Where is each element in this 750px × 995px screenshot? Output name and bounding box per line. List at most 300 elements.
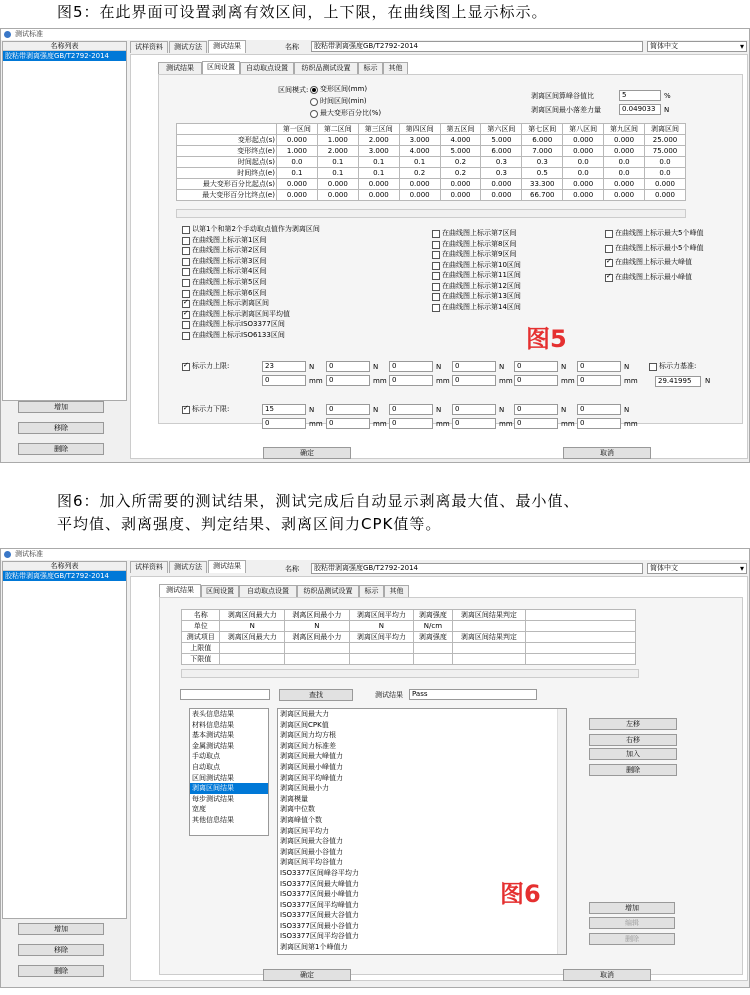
marker-checkbox[interactable]: 在曲线图上标示第5区间: [182, 278, 266, 287]
table-header-cell: 第七区间: [522, 124, 563, 135]
subtab-other[interactable]: 其他: [383, 62, 408, 74]
table-row: [177, 135, 686, 146]
radio-time[interactable]: 时间区间(min): [310, 97, 367, 106]
table-cell[interactable]: 剥离区间最大力: [220, 610, 285, 621]
category-item[interactable]: 基本测试结果: [192, 731, 234, 740]
marker-checkbox[interactable]: 在曲线图上标示第11区间: [432, 271, 521, 280]
result-item[interactable]: 剥离区间力均方根: [280, 731, 336, 740]
unit-label: mm: [309, 420, 323, 428]
peak-ratio-input[interactable]: 5: [619, 90, 661, 101]
table-cell[interactable]: [526, 654, 636, 665]
table-cell[interactable]: 0.3: [481, 168, 522, 179]
subtab-auto-point[interactable]: 自动取点设置: [240, 62, 294, 74]
table-header-cell: 第六区间: [481, 124, 522, 135]
category-item[interactable]: 材料信息结果: [192, 720, 234, 729]
search-input[interactable]: [180, 689, 270, 700]
category-item[interactable]: 表头信息结果: [192, 710, 234, 718]
table-cell[interactable]: 剥离区间最小力: [285, 610, 350, 621]
table-cell[interactable]: 0.000: [563, 190, 604, 201]
unit-label: mm: [499, 420, 513, 428]
unit-label: N: [309, 406, 315, 414]
table-cell[interactable]: [452, 654, 525, 665]
mode-label: 区间模式:: [278, 86, 309, 94]
table-cell[interactable]: 0.0: [563, 168, 604, 179]
result-item[interactable]: 剥离模量: [280, 794, 308, 803]
table-cell[interactable]: [349, 654, 414, 665]
table-cell[interactable]: 0.000: [481, 190, 522, 201]
table-row: [177, 190, 686, 201]
category-item[interactable]: 区间测试结果: [192, 773, 234, 782]
table-header-cell: 第二区间: [317, 124, 358, 135]
table-cell[interactable]: N: [285, 621, 350, 632]
table-cell[interactable]: 0.000: [563, 146, 604, 157]
table-cell[interactable]: [526, 632, 636, 643]
min-diff-input[interactable]: 0.049033: [619, 104, 661, 115]
radio-max-percent[interactable]: 最大变形百分比(%): [310, 109, 381, 118]
category-item[interactable]: 其他信息结果: [192, 815, 234, 824]
table-cell[interactable]: [220, 643, 285, 654]
table-cell[interactable]: 2.000: [358, 135, 399, 146]
table-cell[interactable]: 0.000: [563, 135, 604, 146]
interval-table[interactable]: [176, 123, 686, 201]
table-cell[interactable]: 0.000: [604, 135, 645, 146]
table-cell[interactable]: 6.000: [522, 135, 563, 146]
marker-checkbox[interactable]: 在曲线图上标示第1区间: [182, 236, 266, 245]
unit-label: N: [436, 363, 442, 371]
result-item-list[interactable]: [277, 708, 567, 955]
table-cell[interactable]: 0.1: [358, 168, 399, 179]
table-cell[interactable]: 2.000: [317, 146, 358, 157]
table-row: [182, 632, 636, 643]
category-list[interactable]: [189, 708, 269, 836]
tab-test-method[interactable]: 测试方法: [169, 41, 207, 53]
move-right-button[interactable]: 右移: [589, 734, 677, 746]
result-item[interactable]: 剥离区间最大谷值力: [280, 837, 343, 846]
remove-button[interactable]: 移除: [18, 422, 104, 434]
edit-result-button[interactable]: 编辑: [589, 917, 675, 929]
category-item[interactable]: 每步测试结果: [192, 794, 234, 803]
category-item[interactable]: 金属测试结果: [192, 741, 234, 750]
caption-fig6-line1: 图6：加入所需要的测试结果，测试完成后自动显示剥离最大值、最小值、: [57, 492, 580, 510]
find-button[interactable]: 查找: [279, 689, 353, 701]
table-cell[interactable]: 0.000: [276, 179, 317, 190]
table-cell[interactable]: 0.000: [604, 146, 645, 157]
subtab-interval[interactable]: 区间设置: [202, 61, 240, 74]
marker-checkbox[interactable]: 在曲线图上标示第3区间: [182, 257, 266, 266]
marker-checkbox[interactable]: 在曲线图上标示第10区间: [432, 261, 521, 270]
row-header-cell: 测试项目: [182, 632, 220, 643]
table-cell[interactable]: 5.000: [440, 146, 481, 157]
remove-item-button[interactable]: 删除: [589, 764, 677, 776]
window-titlebar: [1, 549, 750, 560]
name-list-item[interactable]: 胶粘带剥离强度GB/T2792-2014: [3, 571, 126, 581]
table-cell[interactable]: 0.1: [317, 168, 358, 179]
table-cell[interactable]: 25.000: [645, 135, 686, 146]
row-header-cell: 下限值: [182, 654, 220, 665]
row-header-cell: 名称: [182, 610, 220, 621]
table-cell[interactable]: 7.000: [522, 146, 563, 157]
table-cell[interactable]: 0.000: [604, 179, 645, 190]
table-cell[interactable]: 剥离区间结果判定: [452, 610, 525, 621]
table-cell[interactable]: 33.300: [522, 179, 563, 190]
result-item[interactable]: 剥离区间最大力: [280, 710, 329, 718]
table-cell[interactable]: 剥离区间平均力: [349, 632, 414, 643]
table-header-cell: [177, 124, 277, 135]
row-header-cell: 时间起点(s): [177, 157, 277, 168]
unit-label: N: [373, 363, 379, 371]
table-cell[interactable]: [414, 643, 452, 654]
position-limit-input[interactable]: 0: [452, 418, 496, 429]
table-cell[interactable]: 0.000: [440, 179, 481, 190]
category-item[interactable]: 手动取点: [192, 752, 220, 761]
peak-ratio-label: 剥离区间算峰谷值比: [531, 92, 594, 100]
result-item[interactable]: 剥离区间平均谷值力: [280, 858, 343, 867]
table-cell[interactable]: 66.700: [522, 190, 563, 201]
table-cell[interactable]: 剥离强度: [414, 632, 452, 643]
result-item[interactable]: ISO3377区间平均谷值力: [280, 932, 359, 941]
unit-label: mm: [309, 377, 323, 385]
force-limit-input[interactable]: 23: [262, 361, 306, 372]
table-cell[interactable]: 4.000: [440, 135, 481, 146]
baseline-input[interactable]: 29.41995: [655, 376, 701, 387]
position-limit-input[interactable]: 0: [326, 375, 370, 386]
name-list-item[interactable]: 胶粘带剥离强度GB/T2792-2014: [3, 51, 126, 61]
table-header-cell: 剥离区间: [645, 124, 686, 135]
result-item[interactable]: ISO3377区间最小峰值力: [280, 890, 359, 899]
table-cell[interactable]: 0.000: [276, 135, 317, 146]
table-cell[interactable]: 剥离区间结果判定: [452, 632, 525, 643]
table-cell[interactable]: [349, 643, 414, 654]
category-item[interactable]: 宽度: [192, 805, 206, 814]
result-item[interactable]: 剥离区间平均峰值力: [280, 773, 343, 782]
add-button[interactable]: 增加: [18, 401, 104, 413]
unit-label: N: [624, 406, 630, 414]
unit-label: mm: [561, 420, 575, 428]
row-header-cell: 时间终点(e): [177, 168, 277, 179]
subtab-other[interactable]: 其他: [384, 585, 409, 597]
tab-test-method[interactable]: 测试方法: [169, 561, 207, 573]
table-cell[interactable]: 0.0: [563, 157, 604, 168]
force-limit-input[interactable]: 0: [326, 404, 370, 415]
subtab-results[interactable]: 测试结果: [159, 584, 201, 597]
unit-label: N: [499, 363, 505, 371]
force-limit-input[interactable]: 0: [514, 404, 558, 415]
delete-result-button[interactable]: 删除: [589, 933, 675, 945]
marker-checkbox[interactable]: 在曲线图上标示剥离区间 ✓: [182, 299, 269, 308]
table-cell[interactable]: 75.000: [645, 146, 686, 157]
subtab-results[interactable]: 测试结果: [158, 62, 202, 74]
marker-checkbox[interactable]: 在曲线图上标示第9区间: [432, 250, 516, 259]
table-cell[interactable]: 0.000: [604, 190, 645, 201]
marker-checkbox[interactable]: 在曲线图上标示第13区间: [432, 292, 521, 301]
marker-checkbox[interactable]: 在曲线图上标示第8区间: [432, 240, 516, 249]
baseline-check[interactable]: 标示力基准:: [649, 362, 696, 371]
add-result-button[interactable]: 增加: [589, 902, 675, 914]
table-cell[interactable]: 0.000: [645, 190, 686, 201]
table-cell[interactable]: 0.000: [358, 190, 399, 201]
table-row: [182, 643, 636, 654]
table-cell[interactable]: [220, 654, 285, 665]
cancel-button[interactable]: 取消: [563, 447, 651, 459]
cancel-button[interactable]: 取消: [563, 969, 651, 981]
subtab-marker[interactable]: 标示: [359, 585, 384, 597]
table-cell[interactable]: 0.0: [276, 157, 317, 168]
result-item[interactable]: 剥离区间平均力: [280, 826, 329, 835]
fig5-window: [0, 28, 750, 463]
delete-button[interactable]: 删除: [18, 443, 104, 455]
position-limit-input[interactable]: 0: [514, 418, 558, 429]
table-cell[interactable]: N: [349, 621, 414, 632]
language-select[interactable]: 简体中文 ▾: [647, 41, 747, 52]
result-label: 测试结果: [375, 691, 403, 699]
table-header-row: [177, 124, 686, 135]
table-cell[interactable]: [414, 654, 452, 665]
table-cell[interactable]: 0.000: [399, 179, 440, 190]
force-limit-input[interactable]: 0: [514, 361, 558, 372]
result-item[interactable]: 剥离中位数: [280, 805, 315, 814]
force-limit-input[interactable]: 0: [577, 404, 621, 415]
row-header-cell: 最大变形百分比起点(s): [177, 179, 277, 190]
table-cell[interactable]: 0.000: [317, 190, 358, 201]
unit-label: mm: [373, 377, 387, 385]
position-limit-input[interactable]: 0: [514, 375, 558, 386]
result-item[interactable]: 剥离区间最小峰值力: [280, 762, 343, 771]
join-button[interactable]: 加入: [589, 748, 677, 760]
result-item[interactable]: ISO3377区间最大谷值力: [280, 911, 359, 920]
results-table-hscroll[interactable]: [181, 669, 639, 678]
table-row: [177, 157, 686, 168]
tab-test-results[interactable]: 测试结果: [208, 560, 246, 573]
marker-checkbox[interactable]: 在曲线图上标示第6区间: [182, 289, 266, 298]
table-cell[interactable]: 0.000: [317, 179, 358, 190]
min-diff-unit: N: [664, 106, 670, 114]
marker-checkbox[interactable]: 以第1个和第2个手动取点值作为剥离区间: [182, 225, 320, 234]
table-cell[interactable]: [526, 610, 636, 621]
marker-checkbox[interactable]: 在曲线图上标示剥离区间平均值 ✓: [182, 310, 290, 319]
unit-label: mm: [436, 377, 450, 385]
table-cell[interactable]: 0.000: [440, 190, 481, 201]
unit-label: N: [499, 406, 505, 414]
unit-label: mm: [436, 420, 450, 428]
position-limit-input[interactable]: 0: [326, 418, 370, 429]
result-item[interactable]: 剥离峰值个数: [280, 815, 322, 824]
position-limit-input[interactable]: 0: [577, 375, 621, 386]
table-cell[interactable]: 0.000: [563, 179, 604, 190]
table-cell[interactable]: 1.000: [317, 135, 358, 146]
table-cell[interactable]: 0.3: [522, 157, 563, 168]
force-limit-input[interactable]: 0: [389, 361, 433, 372]
table-row: [177, 168, 686, 179]
app-icon: [4, 31, 11, 38]
table-cell[interactable]: 0.2: [440, 168, 481, 179]
table-cell[interactable]: 剥离区间平均力: [349, 610, 414, 621]
marker-checkbox[interactable]: 在曲线图上标示第14区间: [432, 303, 521, 312]
table-cell[interactable]: 剥离强度: [414, 610, 452, 621]
table-cell[interactable]: [526, 643, 636, 654]
result-item[interactable]: ISO3377区间平均峰值力: [280, 900, 359, 909]
force-limit-input[interactable]: 0: [452, 404, 496, 415]
name-label: 名称: [285, 43, 299, 51]
upper-limit-check[interactable]: 标示力上限: ✓: [182, 362, 229, 371]
marker-checkbox[interactable]: 在曲线图上标示最大峰值 ✓: [605, 258, 692, 267]
subtab-textile[interactable]: 纺织品测试设置: [294, 62, 358, 74]
position-limit-input[interactable]: 0: [262, 418, 306, 429]
table-cell[interactable]: [285, 643, 350, 654]
marker-checkbox[interactable]: 在曲线图上标示第2区间: [182, 246, 266, 255]
tab-test-results[interactable]: 测试结果: [208, 40, 246, 53]
subtab-textile[interactable]: 纺织品测试设置: [297, 585, 359, 597]
table-cell[interactable]: 3.000: [399, 135, 440, 146]
fig6-label: 图6: [500, 880, 541, 908]
table-cell[interactable]: 4.000: [399, 146, 440, 157]
result-item[interactable]: 剥离区间最小谷值力: [280, 847, 343, 856]
table-row: [182, 654, 636, 665]
result-item[interactable]: 剥离区间CPK值: [280, 720, 329, 729]
table-cell[interactable]: N/cm: [414, 621, 452, 632]
table-cell[interactable]: 0.2: [440, 157, 481, 168]
add-button[interactable]: 增加: [18, 923, 104, 935]
table-cell[interactable]: N: [220, 621, 285, 632]
table-cell[interactable]: [452, 621, 525, 632]
min-diff-label: 剥离区间最小落差力量: [531, 106, 601, 114]
position-limit-input[interactable]: 0: [262, 375, 306, 386]
table-cell[interactable]: 5.000: [481, 135, 522, 146]
table-cell[interactable]: 0.0: [604, 157, 645, 168]
table-cell[interactable]: 0.2: [399, 168, 440, 179]
unit-label: N: [624, 363, 630, 371]
subtab-interval[interactable]: 区间设置: [201, 585, 239, 597]
tab-sample-info[interactable]: 试样资料: [130, 41, 168, 53]
name-list[interactable]: [2, 561, 127, 919]
unit-label: N: [561, 406, 567, 414]
table-cell[interactable]: 0.5: [522, 168, 563, 179]
results-table[interactable]: [181, 609, 636, 665]
language-select[interactable]: 简体中文 ▾: [647, 563, 747, 574]
table-cell[interactable]: 3.000: [358, 146, 399, 157]
radio-deformation[interactable]: 变形区间(mm): [310, 85, 367, 94]
lower-limit-check[interactable]: 标示力下限: ✓: [182, 405, 229, 414]
window-titlebar: [1, 29, 750, 40]
position-limit-input[interactable]: 0: [577, 418, 621, 429]
position-limit-input[interactable]: 0: [389, 375, 433, 386]
result-item[interactable]: 剥离区间最大峰值力: [280, 752, 343, 761]
table-cell[interactable]: 0.0: [604, 168, 645, 179]
move-left-button[interactable]: 左移: [589, 718, 677, 730]
marker-checkbox[interactable]: 在曲线图上标示最小5个峰值: [605, 244, 703, 253]
result-item-vscroll[interactable]: [557, 709, 566, 954]
table-header-cell: 第一区间: [276, 124, 317, 135]
fig6-window: [0, 548, 750, 988]
interval-table-hscroll[interactable]: [176, 209, 686, 218]
unit-label: N: [561, 363, 567, 371]
marker-checkbox[interactable]: 在曲线图上标示第4区间: [182, 267, 266, 276]
table-cell[interactable]: 0.1: [399, 157, 440, 168]
table-cell[interactable]: 剥离区间最大力: [220, 632, 285, 643]
result-input[interactable]: Pass: [409, 689, 537, 700]
table-header-cell: 第四区间: [399, 124, 440, 135]
table-cell[interactable]: 0.3: [481, 157, 522, 168]
unit-label: N: [373, 406, 379, 414]
unit-label: mm: [561, 377, 575, 385]
force-limit-input[interactable]: 15: [262, 404, 306, 415]
table-row: [177, 179, 686, 190]
position-limit-input[interactable]: 0: [389, 418, 433, 429]
result-item[interactable]: 剥离区间力标准差: [280, 741, 336, 750]
table-row: [177, 146, 686, 157]
table-cell[interactable]: 0.000: [399, 190, 440, 201]
table-cell[interactable]: 0.000: [481, 179, 522, 190]
table-header-cell: 第五区间: [440, 124, 481, 135]
table-cell[interactable]: 0.000: [276, 190, 317, 201]
category-item[interactable]: 自动取点: [192, 762, 220, 771]
marker-checkbox[interactable]: 在曲线图上标示第7区间: [432, 229, 516, 238]
table-cell[interactable]: [285, 654, 350, 665]
app-icon: [4, 551, 11, 558]
window-title: 测试标准: [15, 30, 43, 38]
table-cell[interactable]: 0.0: [645, 168, 686, 179]
result-item[interactable]: 剥离区间第1个峰值力: [280, 943, 348, 952]
name-input[interactable]: 胶粘带剥离强度GB/T2792-2014: [311, 41, 643, 52]
unit-label: mm: [624, 420, 638, 428]
table-cell[interactable]: 0.000: [358, 179, 399, 190]
table-cell[interactable]: 0.000: [645, 179, 686, 190]
table-cell[interactable]: 0.0: [645, 157, 686, 168]
marker-checkbox[interactable]: 在曲线图上标示最大5个峰值: [605, 229, 703, 238]
result-item[interactable]: 剥离区间最小力: [280, 784, 329, 793]
table-cell[interactable]: 0.1: [317, 157, 358, 168]
table-cell[interactable]: 6.000: [481, 146, 522, 157]
marker-checkbox[interactable]: 在曲线图上标示ISO6133区间: [182, 331, 285, 340]
force-limit-input[interactable]: 0: [389, 404, 433, 415]
row-header-cell: 最大变形百分比终点(e): [177, 190, 277, 201]
category-item[interactable]: 剥离区间结果: [190, 783, 268, 794]
remove-button[interactable]: 移除: [18, 944, 104, 956]
table-cell[interactable]: 0.1: [276, 168, 317, 179]
delete-button[interactable]: 删除: [18, 965, 104, 977]
position-limit-input[interactable]: 0: [452, 375, 496, 386]
ok-button[interactable]: 确定: [263, 969, 351, 981]
unit-label: N: [436, 406, 442, 414]
name-label: 名称: [285, 565, 299, 573]
result-item[interactable]: ISO3377区间峰谷平均力: [280, 868, 359, 877]
name-list[interactable]: [2, 41, 127, 401]
tab-sample-info[interactable]: 试样资料: [130, 561, 168, 573]
force-limit-input[interactable]: 0: [452, 361, 496, 372]
table-cell[interactable]: [526, 621, 636, 632]
subtab-marker[interactable]: 标示: [358, 62, 383, 74]
caption-fig5: 图5：在此界面可设置剥离有效区间，上下限，在曲线图上显示标示。: [57, 3, 548, 21]
result-item[interactable]: ISO3377区间最小谷值力: [280, 921, 359, 930]
subtab-auto-point[interactable]: 自动取点设置: [239, 585, 297, 597]
marker-checkbox[interactable]: 在曲线图上标示最小峰值 ✓: [605, 273, 692, 282]
result-item[interactable]: ISO3377区间最大峰值力: [280, 879, 359, 888]
table-header-cell: 第九区间: [604, 124, 645, 135]
force-limit-input[interactable]: 0: [577, 361, 621, 372]
table-cell[interactable]: 1.000: [276, 146, 317, 157]
fig5-label: 图5: [526, 325, 567, 353]
ok-button[interactable]: 确定: [263, 447, 351, 459]
unit-label: mm: [373, 420, 387, 428]
marker-checkbox[interactable]: 在曲线图上标示ISO3377区间: [182, 320, 285, 329]
name-input[interactable]: 胶粘带剥离强度GB/T2792-2014: [311, 563, 643, 574]
window-title: 测试标准: [15, 550, 43, 558]
row-header-cell: 变形终点(e): [177, 146, 277, 157]
marker-checkbox[interactable]: 在曲线图上标示第12区间: [432, 282, 521, 291]
table-cell[interactable]: 0.1: [358, 157, 399, 168]
table-cell[interactable]: [452, 643, 525, 654]
force-limit-input[interactable]: 0: [326, 361, 370, 372]
table-cell[interactable]: 剥离区间最小力: [285, 632, 350, 643]
